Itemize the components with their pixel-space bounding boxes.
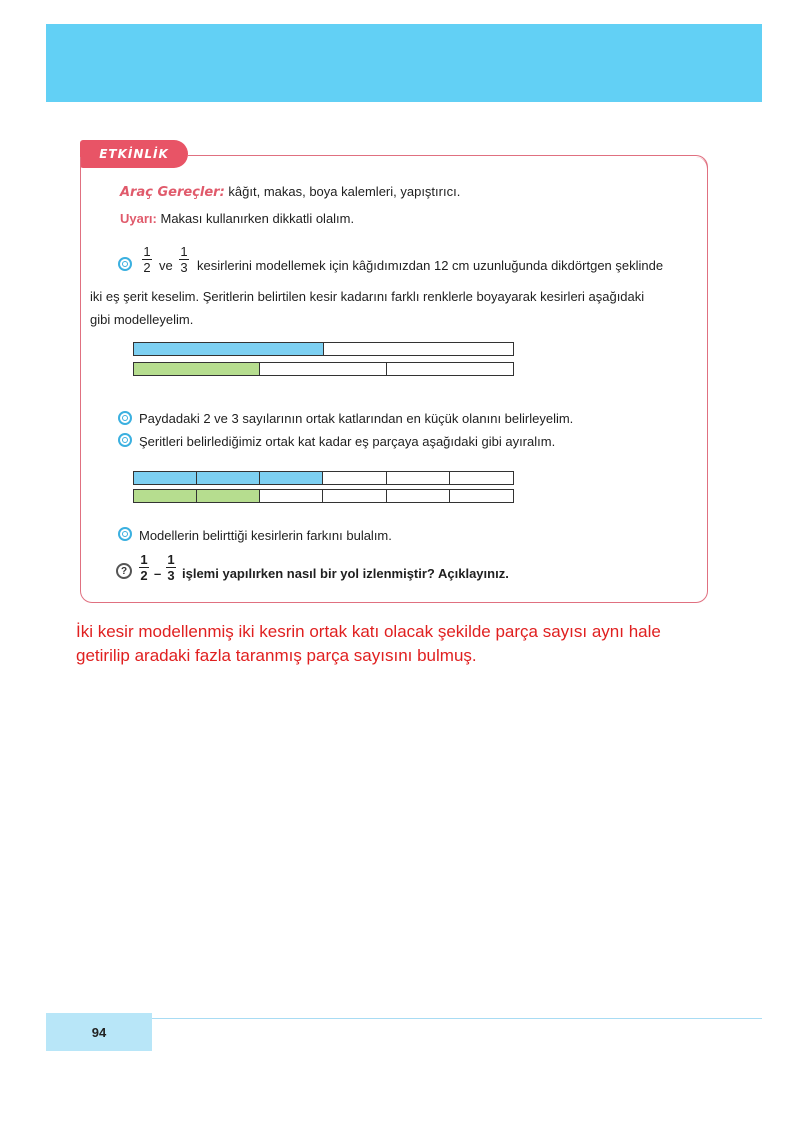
- fraction-one-third: [179, 244, 189, 275]
- activity-header-line: [188, 155, 696, 156]
- strip-segment-shaded: [134, 490, 197, 502]
- target-bullet-icon: [118, 527, 132, 541]
- warning-text: Makası kullanırken dikkatli olalım.: [160, 211, 355, 226]
- footer-line: [152, 1018, 762, 1019]
- question-icon: ?: [116, 563, 132, 579]
- step1-text-line1: kesirlerini modellemek için kâğıdımızdan 12 cm uzunluğunda dikdörtgen şeklinde: [197, 258, 664, 273]
- fraction-denominator: 3: [180, 260, 188, 275]
- page-number: 94: [46, 1013, 152, 1051]
- strip-sixths-halves: [133, 471, 514, 485]
- strip-segment-shaded: [134, 343, 324, 355]
- strip-segment: [387, 490, 450, 502]
- answer-line1: İki kesir modellenmiş iki kesrin ortak katı olacak şekilde parça sayısı aynı hale: [76, 622, 661, 641]
- fraction-numerator: 1: [167, 552, 175, 567]
- strip-sixths-thirds: [133, 489, 514, 503]
- fraction-one-half: [142, 244, 152, 275]
- strip-segment: [387, 472, 450, 484]
- step4-text: Modellerin belirttiği kesirlerin farkını bulalım.: [139, 528, 392, 543]
- strip-segment: [260, 490, 323, 502]
- strip-segment: [324, 343, 514, 355]
- question-text: işlemi yapılırken nasıl bir yol izlenmiştir? Açıklayınız.: [182, 566, 509, 581]
- fraction-denominator: 2: [143, 260, 151, 275]
- warning-line: [120, 211, 354, 226]
- materials-line: [120, 184, 460, 200]
- strip-segment-shaded: [134, 363, 260, 375]
- target-bullet-icon: [118, 433, 132, 447]
- fraction-numerator: 1: [143, 244, 151, 259]
- target-bullet-icon: [118, 411, 132, 425]
- strip-segment: [323, 472, 386, 484]
- target-bullet-icon: [118, 257, 132, 271]
- step1-text-line2: iki eş şerit keselim. Şeritlerin belirtilen kesir kadarını farklı renklerle boyayarak kesirleri aşağıdaki: [90, 289, 645, 304]
- step3-text: Şeritleri belirlediğimiz ortak kat kadar eş parçaya aşağıdaki gibi ayıralım.: [139, 434, 556, 449]
- top-banner: [46, 24, 762, 102]
- activity-title-tab: ETKİNLİK: [80, 140, 188, 168]
- strip-segment-shaded: [197, 490, 260, 502]
- strip-segment: [387, 363, 513, 375]
- strip-segment: [260, 363, 386, 375]
- strip-segment-shaded: [134, 472, 197, 484]
- strip-halves: [133, 342, 514, 356]
- answer-line2: getirilip aradaki fazla taranmış parça sayısını bulmuş.: [76, 646, 477, 665]
- strip-segment: [450, 490, 513, 502]
- fraction-denominator: 3: [167, 568, 175, 583]
- materials-label: Araç Gereçler:: [120, 185, 225, 200]
- fraction-one-third: [166, 552, 176, 583]
- operator-minus: –: [154, 566, 162, 581]
- strip-segment-shaded: [260, 472, 323, 484]
- strip-segment: [450, 472, 513, 484]
- strip-segment: [323, 490, 386, 502]
- step2-text: Paydadaki 2 ve 3 sayılarının ortak katlarından en küçük olanını belirleyelim.: [139, 411, 574, 426]
- answer-text: [76, 620, 736, 668]
- connector-text: ve: [159, 258, 173, 273]
- strip-segment-shaded: [197, 472, 260, 484]
- strip-thirds: [133, 362, 514, 376]
- fraction-numerator: 1: [180, 244, 188, 259]
- fraction-one-half: [139, 552, 149, 583]
- fraction-numerator: 1: [140, 552, 148, 567]
- materials-text: kâğıt, makas, boya kalemleri, yapıştırıcı.: [228, 184, 461, 199]
- fraction-denominator: 2: [140, 568, 148, 583]
- step1-text-line3: gibi modelleyelim.: [90, 312, 194, 327]
- warning-label: Uyarı:: [120, 211, 157, 226]
